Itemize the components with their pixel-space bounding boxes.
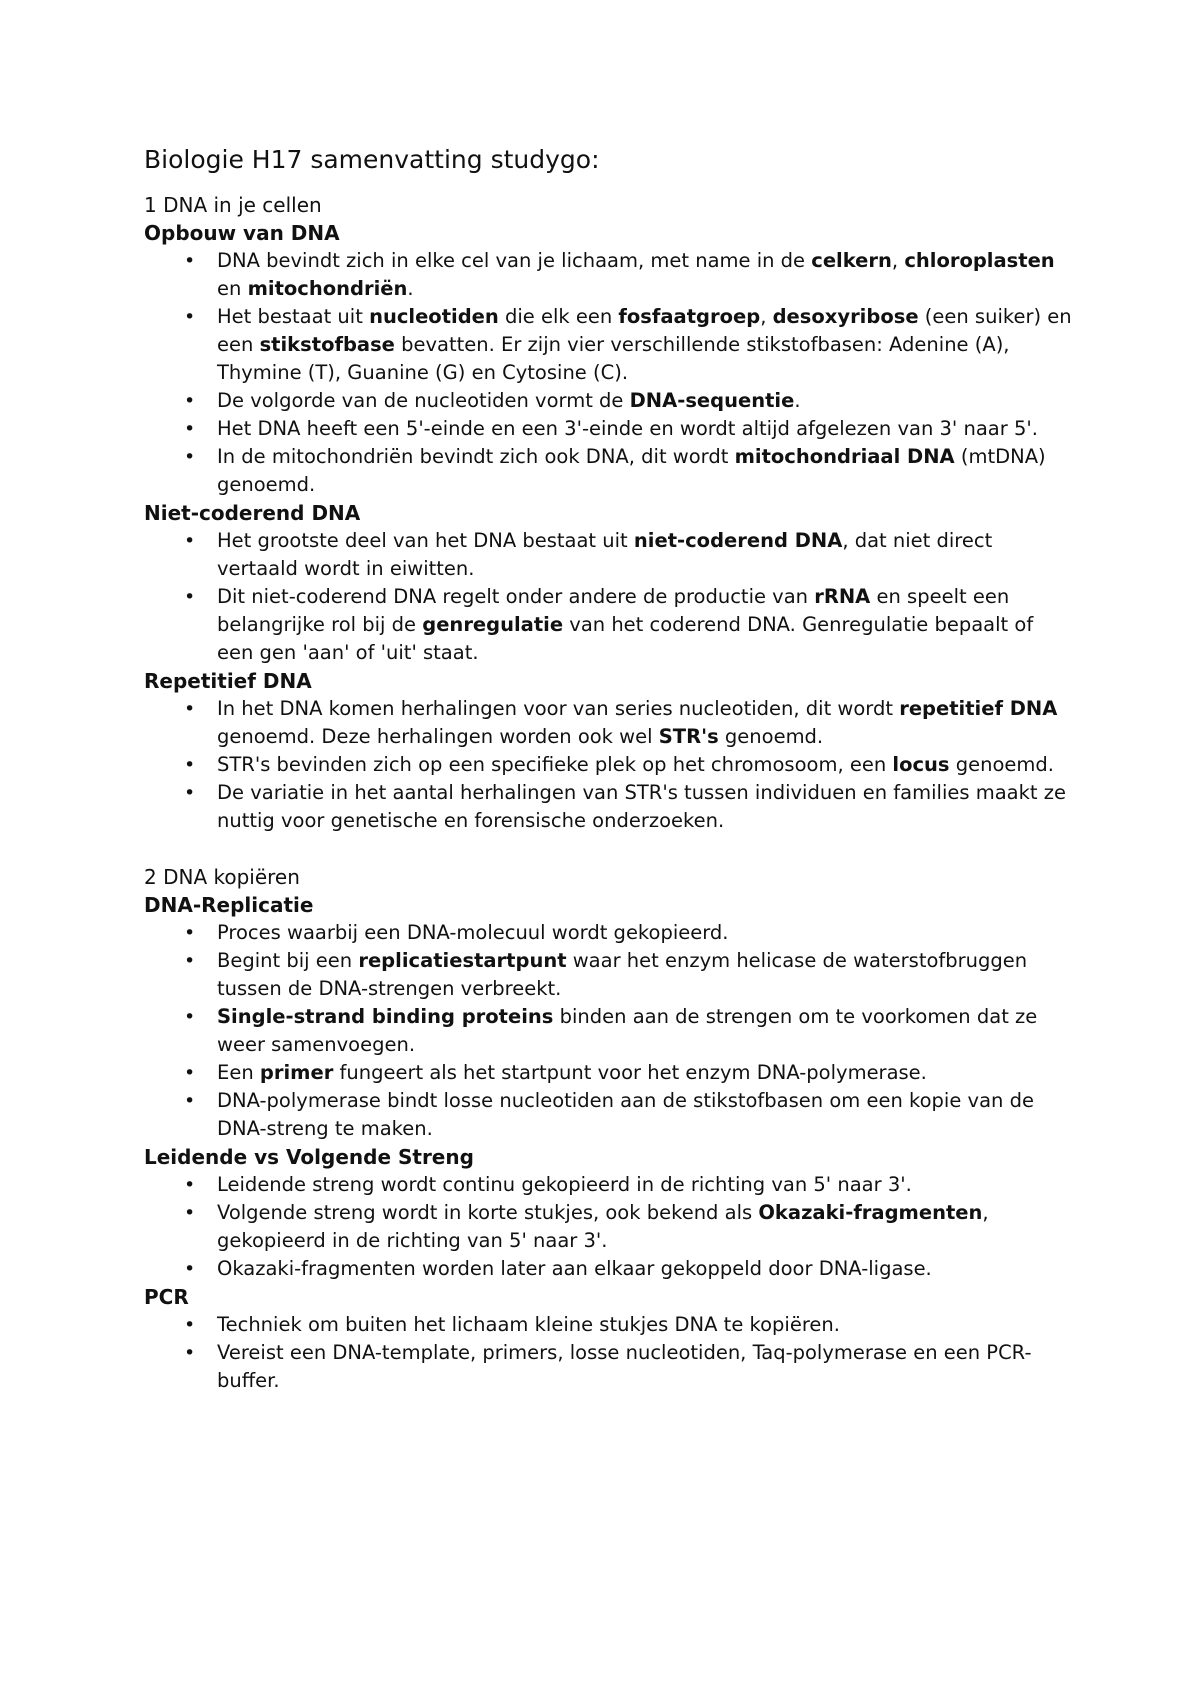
- bold-term: desoxyribose: [772, 305, 919, 328]
- bold-term: repetitief DNA: [899, 697, 1058, 720]
- text-run: DNA bevindt zich in elke cel van je lichaam, met name in de: [217, 249, 812, 272]
- text-run: genoemd. Deze herhalingen worden ook wel: [217, 725, 659, 748]
- bullet-item: [144, 1059, 1074, 1087]
- text-run: die elk een: [498, 305, 619, 328]
- bullet-item: [144, 779, 1074, 835]
- section-heading: DNA-Replicatie: [144, 893, 314, 917]
- bold-term: celkern: [811, 249, 892, 272]
- text-run: bevatten. Er zijn vier verschillende stikstofbasen: Adenine (A), Thymine (T), Guanine (G) en Cytosine (C).: [217, 333, 1010, 384]
- text-run: In de mitochondriën bevindt zich ook DNA, dit wordt: [217, 445, 735, 468]
- text-run: genoemd.: [718, 725, 824, 748]
- bullet-item: [144, 247, 1074, 303]
- bullet-list: [144, 919, 1074, 1143]
- text-run: ,: [891, 249, 905, 272]
- bullet-item: [144, 1171, 1074, 1199]
- text-run: Leidende streng wordt continu gekopieerd in de richting van 5' naar 3'.: [217, 1173, 912, 1196]
- bullet-item: [144, 1339, 1074, 1395]
- text-run: (een suiker) en een: [217, 305, 1072, 356]
- bold-term: rRNA: [814, 585, 871, 608]
- text-run: en: [217, 277, 248, 300]
- text-run: Vereist een DNA-template, primers, losse nucleotiden, Taq-polymerase en een PCR-buffer.: [217, 1341, 1032, 1392]
- bullet-item: [144, 1087, 1074, 1143]
- chapter-heading: 1 DNA in je cellen: [144, 193, 322, 217]
- text-run: Proces waarbij een DNA-molecuul wordt gekopieerd.: [217, 921, 729, 944]
- bullet-item: [144, 919, 1074, 947]
- text-run: waar het enzym helicase de waterstofbruggen tussen de DNA-strengen verbreekt.: [217, 949, 1028, 1000]
- bullet-item: [144, 1311, 1074, 1339]
- bullet-list: [144, 1311, 1074, 1395]
- text-run: .: [407, 277, 414, 300]
- bullet-item: [144, 751, 1074, 779]
- bullet-item: [144, 303, 1074, 387]
- text-run: genoemd.: [949, 753, 1054, 776]
- text-run: ,: [760, 305, 773, 328]
- text-run: Begint bij een: [217, 949, 359, 972]
- chapters-container: [144, 191, 1074, 1395]
- bullet-item: [144, 415, 1074, 443]
- bold-term: DNA-sequentie: [629, 389, 795, 412]
- bold-term: mitochondriaal DNA: [734, 445, 955, 468]
- bold-term: replicatiestartpunt: [358, 949, 567, 972]
- text-run: De variatie in het aantal herhalingen van STR's tussen individuen en families maakt ze nuttig voor genetische en forensische onderzoeken.: [217, 781, 1066, 832]
- section-heading: Repetitief DNA: [144, 669, 312, 693]
- text-run: STR's bevinden zich op een specifieke plek op het chromosoom, een: [217, 753, 893, 776]
- bullet-item: [144, 443, 1074, 499]
- text-run: De volgorde van de nucleotiden vormt de: [217, 389, 630, 412]
- bullet-list: [144, 527, 1074, 667]
- bullet-item: [144, 1003, 1074, 1059]
- bold-term: STR's: [658, 725, 719, 748]
- bold-term: Okazaki-fragmenten: [758, 1201, 983, 1224]
- text-run: DNA-polymerase bindt losse nucleotiden aan de stikstofbasen om een kopie van de DNA-streng te maken.: [217, 1089, 1034, 1140]
- text-run: Dit niet-coderend DNA regelt onder andere de productie van: [217, 585, 815, 608]
- text-run: , gekopieerd in de richting van 5' naar 3'.: [217, 1201, 989, 1252]
- text-run: Techniek om buiten het lichaam kleine stukjes DNA te kopiëren.: [217, 1313, 840, 1336]
- bullet-list: [144, 247, 1074, 499]
- bold-term: locus: [892, 753, 950, 776]
- bold-term: nucleotiden: [369, 305, 499, 328]
- bold-term: genregulatie: [422, 613, 564, 636]
- text-run: Volgende streng wordt in korte stukjes, ook bekend als: [217, 1201, 759, 1224]
- text-run: Het bestaat uit: [217, 305, 370, 328]
- bold-term: stikstofbase: [259, 333, 395, 356]
- text-run: In het DNA komen herhalingen voor van series nucleotiden, dit wordt: [217, 697, 900, 720]
- bullet-item: [144, 695, 1074, 751]
- bold-term: chloroplasten: [904, 249, 1055, 272]
- bold-term: niet-coderend DNA: [633, 529, 843, 552]
- text-run: fungeert als het startpunt voor het enzym DNA-polymerase.: [333, 1061, 927, 1084]
- bullet-item: [144, 527, 1074, 583]
- text-run: .: [794, 389, 801, 412]
- text-run: Het DNA heeft een 5'-einde en een 3'-einde en wordt altijd afgelezen van 3' naar 5'.: [217, 417, 1038, 440]
- text-run: Een: [217, 1061, 260, 1084]
- document-title: Biologie H17 samenvatting studygo:: [144, 145, 600, 174]
- bullet-item: [144, 583, 1074, 667]
- text-run: Okazaki-fragmenten worden later aan elkaar gekoppeld door DNA-ligase.: [217, 1257, 932, 1280]
- text-run: van het coderend DNA. Genregulatie bepaalt of een gen 'aan' of 'uit' staat.: [217, 613, 1034, 664]
- document-content: [144, 143, 1074, 1395]
- text-run: Het grootste deel van het DNA bestaat uit: [217, 529, 634, 552]
- chapter-heading: 2 DNA kopiëren: [144, 865, 300, 889]
- text-run: en speelt een belangrijke rol bij de: [217, 585, 1010, 636]
- section-heading: Leidende vs Volgende Streng: [144, 1145, 474, 1169]
- text-run: binden aan de strengen om te voorkomen dat ze weer samenvoegen.: [217, 1005, 1038, 1056]
- bullet-item: [144, 947, 1074, 1003]
- bullet-item: [144, 1255, 1074, 1283]
- bullet-item: [144, 1199, 1074, 1255]
- text-run: (mtDNA) genoemd.: [217, 445, 1046, 496]
- bold-term: fosfaatgroep: [618, 305, 761, 328]
- bullet-list: [144, 695, 1074, 835]
- bold-term: mitochondriën: [247, 277, 408, 300]
- bullet-list: [144, 1171, 1074, 1283]
- bullet-item: [144, 387, 1074, 415]
- section-heading: Opbouw van DNA: [144, 221, 340, 245]
- section-heading: Niet-coderend DNA: [144, 501, 361, 525]
- bold-term: Single-strand binding proteins: [217, 1005, 554, 1028]
- text-run: , dat niet direct vertaald wordt in eiwitten.: [217, 529, 993, 580]
- section-heading: PCR: [144, 1285, 189, 1309]
- bold-term: primer: [259, 1061, 334, 1084]
